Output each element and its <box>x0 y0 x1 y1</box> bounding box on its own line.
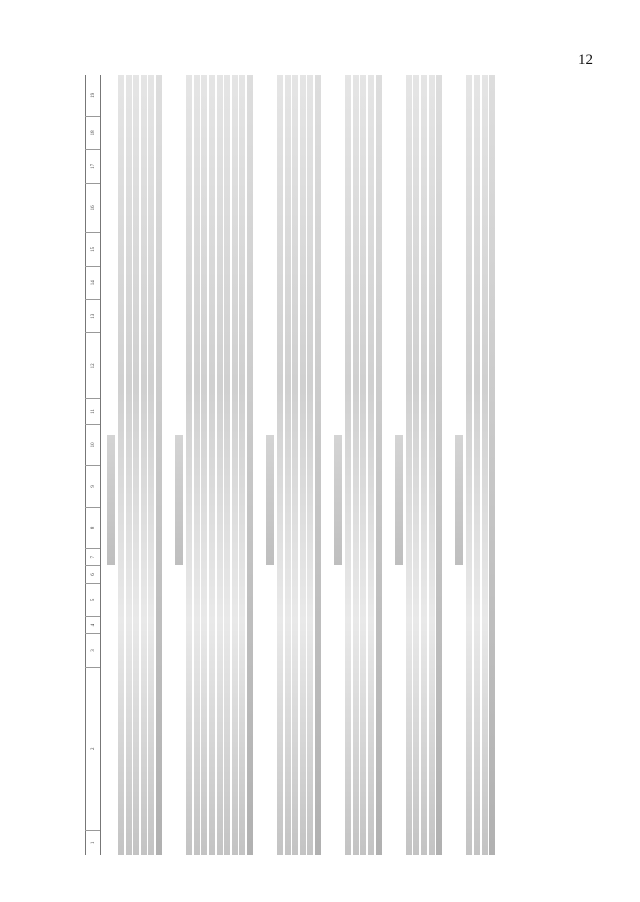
table-row <box>133 75 139 855</box>
table-row <box>421 75 427 855</box>
total-row <box>315 75 321 855</box>
table-body <box>107 75 508 855</box>
table-row <box>118 75 124 855</box>
column-header: 15 <box>86 233 101 266</box>
table-row <box>224 75 230 855</box>
table-row <box>194 75 200 855</box>
column-header: 13 <box>86 299 101 332</box>
section-title <box>175 435 183 565</box>
column-header: 19 <box>86 75 101 116</box>
total-row <box>156 75 162 855</box>
table-row <box>292 75 298 855</box>
column-header: 3 <box>86 634 101 667</box>
section-title <box>455 435 463 565</box>
section-title <box>266 435 274 565</box>
section-title <box>107 435 115 565</box>
table-row <box>141 75 147 855</box>
table-row <box>406 75 412 855</box>
column-header: 16 <box>86 183 101 233</box>
table-row <box>353 75 359 855</box>
section-gap <box>444 75 454 855</box>
table-row <box>239 75 245 855</box>
table-row <box>277 75 283 855</box>
table-row <box>232 75 238 855</box>
table-row <box>482 75 488 855</box>
section-gap <box>383 75 393 855</box>
column-header: 9 <box>86 466 101 508</box>
table-row <box>201 75 207 855</box>
column-header: 6 <box>86 566 101 583</box>
section-gap <box>323 75 333 855</box>
section-gap <box>255 75 265 855</box>
table-row <box>413 75 419 855</box>
table-row <box>345 75 351 855</box>
column-header: 12 <box>86 333 101 399</box>
table-row <box>126 75 132 855</box>
section-gap <box>497 75 507 855</box>
landscape-table <box>85 75 585 855</box>
section-title <box>395 435 403 565</box>
table-row <box>217 75 223 855</box>
section-gap <box>164 75 174 855</box>
section-title <box>334 435 342 565</box>
column-header: 1 <box>86 830 101 855</box>
total-row <box>489 75 495 855</box>
column-header: 18 <box>86 116 101 149</box>
column-header: 7 <box>86 549 101 566</box>
table-row <box>148 75 154 855</box>
table-row <box>368 75 374 855</box>
table-row <box>186 75 192 855</box>
page-number: 12 <box>578 52 593 68</box>
table-row <box>209 75 215 855</box>
table-row <box>360 75 366 855</box>
table-row <box>474 75 480 855</box>
column-header: 14 <box>86 266 101 299</box>
total-row <box>376 75 382 855</box>
table-row <box>429 75 435 855</box>
table-row <box>307 75 313 855</box>
column-header-row <box>85 75 101 855</box>
column-header: 4 <box>86 617 101 634</box>
total-row <box>436 75 442 855</box>
column-header: 2 <box>86 667 101 830</box>
total-row <box>247 75 253 855</box>
table-row <box>285 75 291 855</box>
table-row <box>466 75 472 855</box>
column-header: 11 <box>86 399 101 424</box>
table-row <box>300 75 306 855</box>
column-header: 10 <box>86 424 101 466</box>
column-header: 8 <box>86 507 101 549</box>
column-header: 5 <box>86 583 101 616</box>
column-header: 17 <box>86 150 101 183</box>
